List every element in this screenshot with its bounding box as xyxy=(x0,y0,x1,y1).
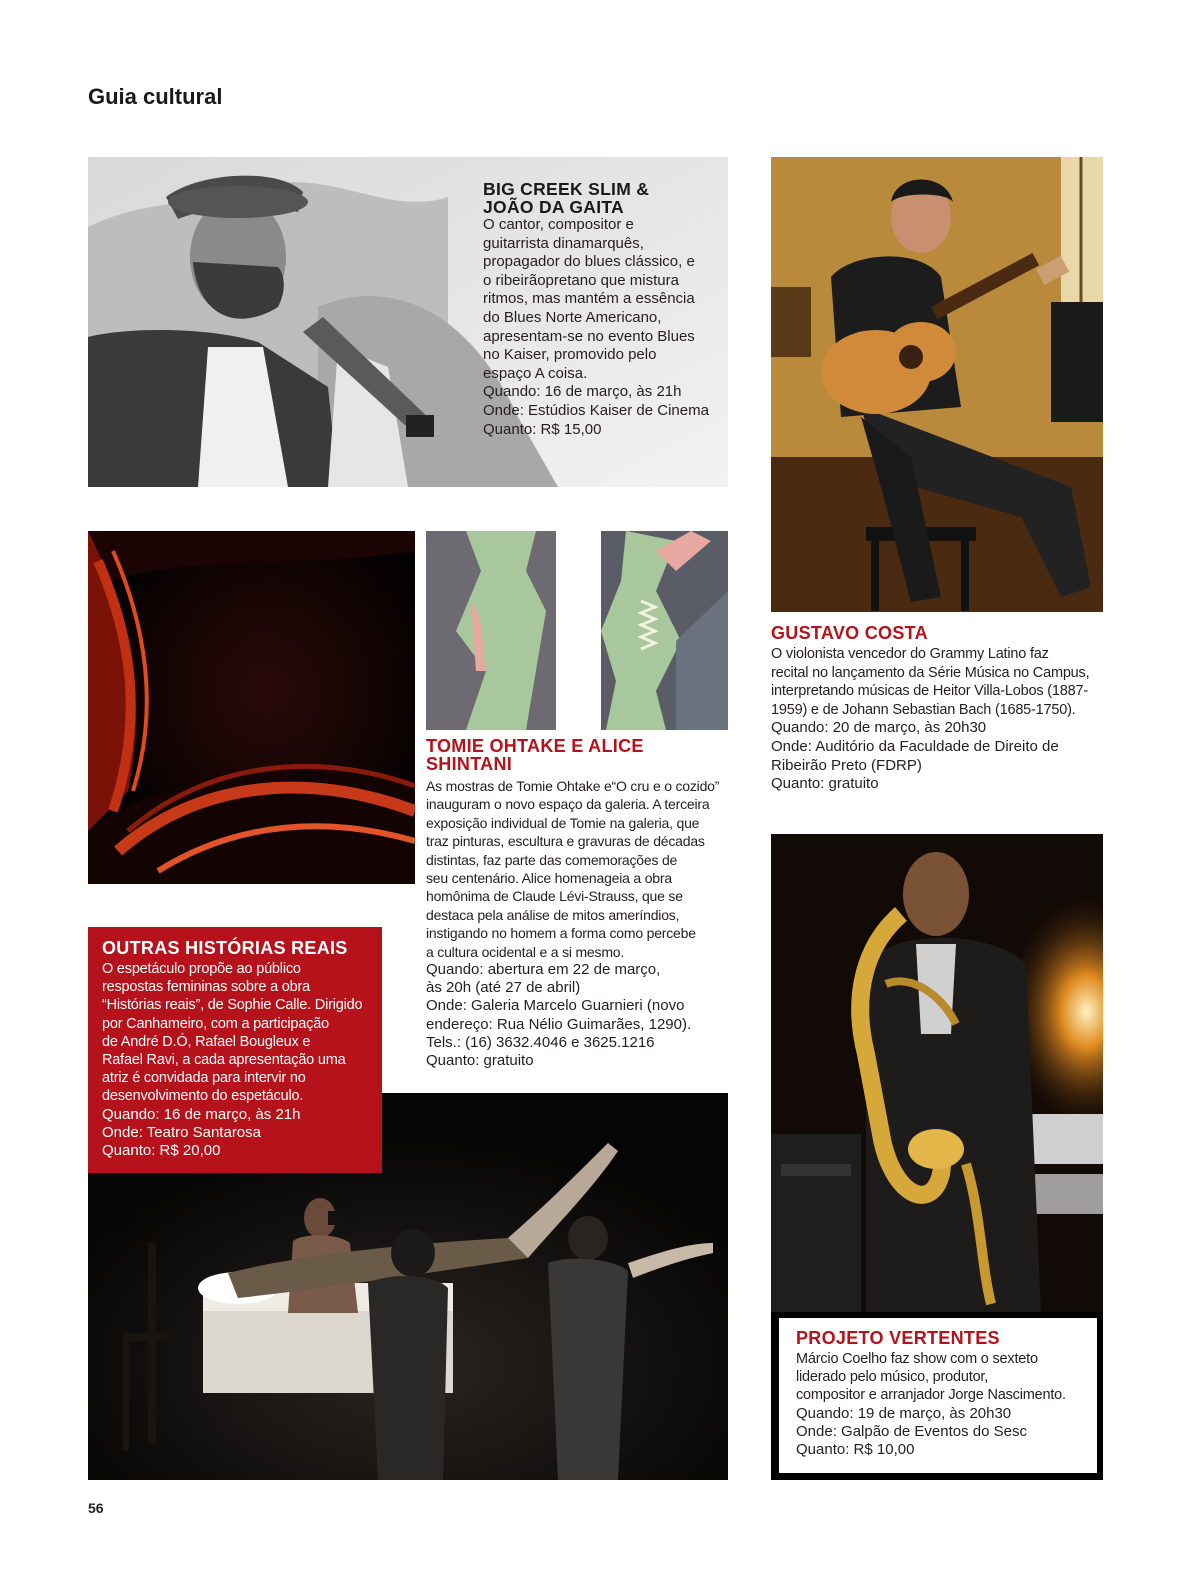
tomie-body-line: As mostras de Tomie Ohtake e“O cru e o cozido” xyxy=(426,778,720,794)
outras-info-box xyxy=(88,927,382,1173)
outras-where: Onde: Teatro Santarosa xyxy=(102,1124,261,1142)
tomie-body-line: destaca pela análise de mitos ameríndios, xyxy=(426,906,680,923)
gustavo-photo xyxy=(771,157,1103,612)
gustavo-when: Quando: 20 de março, às 20h30 xyxy=(771,719,987,737)
gustavo-where-line2: Ribeirão Preto (FDRP) xyxy=(771,756,922,774)
outras-body-line: por Canhameiro, com a participação xyxy=(102,1015,329,1032)
shintani-artwork-photo xyxy=(426,531,728,730)
outras-title: OUTRAS HISTÓRIAS REAIS xyxy=(102,938,348,958)
gustavo-body-line: interpretando músicas de Heitor Villa-Lobos (1887- xyxy=(771,683,1088,700)
gustavo-body-line: O violonista vencedor do Grammy Latino faz xyxy=(771,646,1049,662)
gustavo-price: Quanto: gratuito xyxy=(771,775,879,793)
gustavo-title: GUSTAVO COSTA xyxy=(771,623,928,643)
tomie-body-line: seu centenário. Alice homenageia a obra xyxy=(426,870,672,887)
bigcreek-body-line: apresentam-se no evento Blues xyxy=(483,327,695,345)
bigcreek-body-line: guitarrista dinamarquês, xyxy=(483,234,644,252)
tomie-body-line: distintas, faz parte das comemorações de xyxy=(426,851,678,868)
bigcreek-text-block xyxy=(483,181,723,439)
outras-body-line: desenvolvimento do espetáculo. xyxy=(102,1088,304,1105)
bigcreek-price: Quanto: R$ 15,00 xyxy=(483,420,602,438)
vertentes-body-line: liderado pelo músico, produtor, xyxy=(796,1369,989,1386)
tomie-when-line2: às 20h (até 27 de abril) xyxy=(426,979,581,997)
tomie-phones: Tels.: (16) 3632.4046 e 3625.1216 xyxy=(426,1033,655,1051)
tomie-body-line: exposição individual de Tomie na galeria, que xyxy=(426,814,700,831)
vertentes-when: Quando: 19 de março, às 20h30 xyxy=(796,1404,1012,1422)
bigcreek-body-line: no Kaiser, promovido pelo xyxy=(483,346,657,364)
vertentes-price: Quanto: R$ 10,00 xyxy=(796,1441,915,1459)
bigcreek-body-line: ritmos, mas mantém a essência xyxy=(483,290,695,308)
vertentes-body-line: Márcio Coelho faz show com o sexteto xyxy=(796,1351,1038,1367)
tomie-body-line: inauguram o novo espaço da galeria. A terceira xyxy=(426,796,710,813)
bigcreek-body-line: do Blues Norte Americano, xyxy=(483,308,662,326)
tomie-where-line2: endereço: Rua Nélio Guimarães, 1290). xyxy=(426,1015,692,1033)
bigcreek-where: Onde: Estúdios Kaiser de Cinema xyxy=(483,401,709,419)
outras-body-line: O espetáculo propõe ao público xyxy=(102,961,301,977)
outras-price: Quanto: R$ 20,00 xyxy=(102,1142,221,1160)
outras-body-line: respostas femininas sobre a obra xyxy=(102,979,310,996)
gustavo-body-line: recital no lançamento da Série Música no Campus, xyxy=(771,664,1090,681)
bigcreek-body-line: propagador do blues clássico, e xyxy=(483,253,695,271)
vertentes-title: PROJETO VERTENTES xyxy=(796,1328,1000,1348)
vertentes-body-line: compositor e arranjador Jorge Nascimento. xyxy=(796,1387,1066,1404)
outras-body-line: “Histórias reais”, de Sophie Calle. Dirigido xyxy=(102,997,363,1014)
vertentes-text-block xyxy=(796,1329,1086,1460)
tomie-when-line1: Quando: abertura em 22 de março, xyxy=(426,961,661,979)
outras-when: Quando: 16 de março, às 21h xyxy=(102,1105,301,1123)
tomie-title: TOMIE OHTAKE E ALICE SHINTANI xyxy=(426,736,644,774)
bigcreek-when: Quando: 16 de março, às 21h xyxy=(483,383,682,401)
page-number: 56 xyxy=(88,1500,104,1516)
tomie-where-line1: Onde: Galeria Marcelo Guarnieri (novo xyxy=(426,997,685,1015)
bigcreek-title-line1: BIG CREEK SLIM & xyxy=(483,179,650,199)
bigcreek-body-line: O cantor, compositor e xyxy=(483,216,634,233)
outras-body-line: Rafael Ravi, a cada apresentação uma xyxy=(102,1052,346,1069)
tomie-body-line: traz pinturas, escultura e gravuras de décadas xyxy=(426,833,705,850)
outras-body-line: de André D.Ó, Rafael Bougleux e xyxy=(102,1033,311,1050)
section-title: Guia cultural xyxy=(88,84,223,109)
outras-text-block xyxy=(102,939,374,1161)
vertentes-where: Onde: Galpão de Eventos do Sesc xyxy=(796,1423,1027,1441)
tomie-body-line: a cultura ocidental e a si mesmo. xyxy=(426,943,625,960)
outras-body-line: atriz é convidada para intervir no xyxy=(102,1070,306,1087)
tomie-text-block xyxy=(426,737,731,1070)
tomie-price: Quanto: gratuito xyxy=(426,1052,534,1070)
vertentes-info-box xyxy=(771,1312,1103,1480)
tomie-painting-photo xyxy=(88,531,415,884)
saxophone-photo xyxy=(771,834,1103,1314)
bigcreek-body-line: espaço A coisa. xyxy=(483,364,588,382)
bigcreek-body-line: o ribeirãopretano que mistura xyxy=(483,271,679,289)
gustavo-body-line: 1959) e de Johann Sebastian Bach (1685-1750). xyxy=(771,701,1076,718)
gustavo-where-line1: Onde: Auditório da Faculdade de Direito de xyxy=(771,737,1059,755)
tomie-body-line: homônima de Claude Lévi-Strauss, que se xyxy=(426,888,683,905)
tomie-body-line: instigando no homem a forma como percebe xyxy=(426,925,696,942)
gustavo-text-block xyxy=(771,624,1103,794)
bigcreek-title-line2: JOÃO DA GAITA xyxy=(483,196,624,217)
